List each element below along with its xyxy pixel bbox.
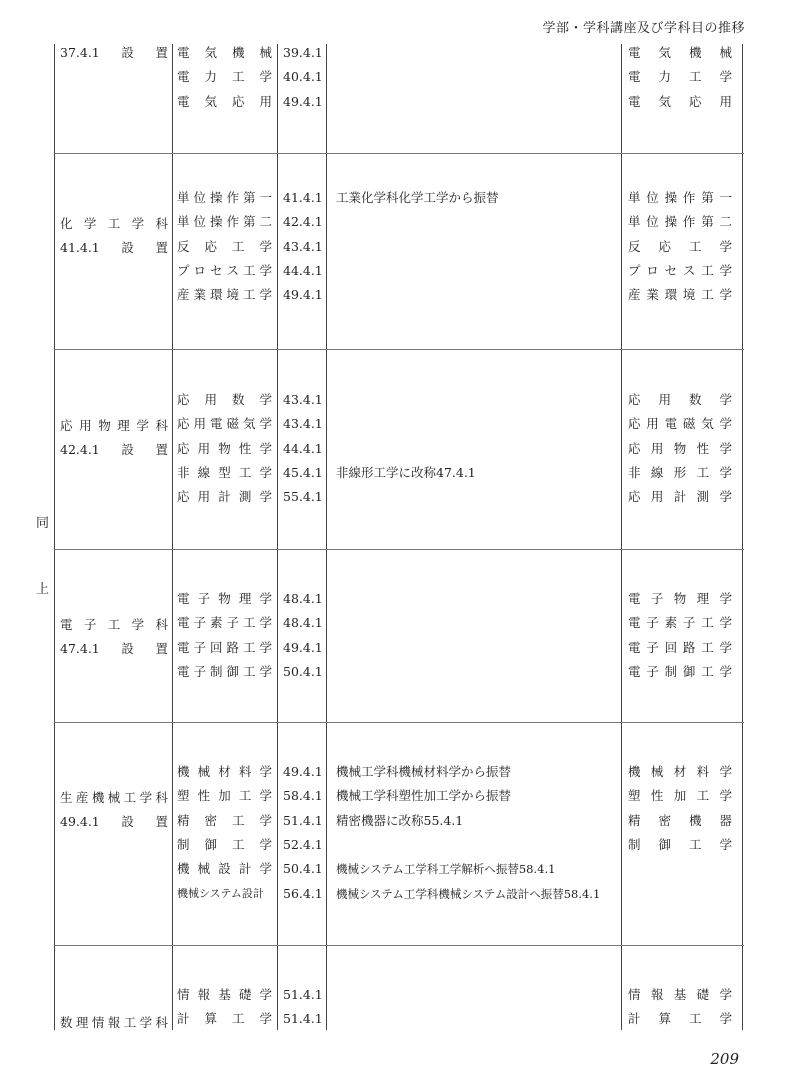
established-date: 43.4.1 [283, 416, 323, 432]
current-course-name: 応用電磁気学 [628, 416, 732, 432]
course-name: 機械設計学 [177, 861, 272, 877]
section-divider [54, 153, 744, 154]
section-divider [54, 349, 744, 350]
course-name: 単位操作第二 [177, 214, 272, 230]
course-name: 応用数学 [177, 392, 272, 407]
course-name: 産業環境工学 [177, 287, 272, 303]
current-course-name: 制御工学 [628, 836, 732, 852]
course-name: 電子物理学 [177, 591, 272, 606]
established-date: 41.4.1 [283, 190, 323, 205]
course-name: 単位操作第一 [177, 190, 272, 205]
department-name: 47.4.1 設 置 [60, 641, 168, 656]
course-name: 電子回路工学 [177, 639, 272, 655]
section-divider [54, 945, 744, 946]
department-name: 49.4.1 設 置 [60, 814, 168, 829]
course-name: 情報基礎学 [177, 987, 272, 1002]
current-course-name: 電気応用 [628, 93, 732, 109]
department-name: 応用物理学科 [60, 418, 168, 433]
section-divider [54, 549, 744, 550]
department-name: 化学工学科 [60, 216, 168, 231]
established-date: 50.4.1 [283, 861, 323, 877]
current-course-name: 単位操作第二 [628, 214, 732, 230]
current-course-name: 計算工学 [628, 1011, 732, 1027]
current-course-name: 応用物性学 [628, 440, 732, 456]
established-date: 49.4.1 [283, 287, 323, 303]
current-course-name: 応用数学 [628, 392, 732, 407]
established-date: 51.4.1 [283, 812, 323, 828]
established-date: 48.4.1 [283, 591, 323, 606]
current-course-name: 電子物理学 [628, 591, 732, 606]
change-note: 機械工学科塑性加工学から振替 [336, 788, 512, 804]
established-date: 43.4.1 [283, 392, 323, 407]
current-course-name: 電子制御工学 [628, 663, 732, 679]
course-name: 非線型工学 [177, 464, 272, 480]
course-name: 計算工学 [177, 1011, 272, 1027]
column-divider [172, 44, 173, 1030]
course-name: 電子制御工学 [177, 663, 272, 679]
change-note: 機械システム工学科機械システム設計へ振替58.4.1 [336, 886, 601, 901]
column-divider [326, 44, 327, 1030]
column-divider [277, 44, 278, 1030]
course-name: 応用計測学 [177, 489, 272, 505]
course-name: 精密工学 [177, 812, 272, 828]
current-course-name: 電子回路工学 [628, 639, 732, 655]
course-name: 機械システム設計 [177, 886, 264, 900]
established-date: 44.4.1 [283, 262, 323, 278]
department-name: 37.4.1 設 置 [60, 45, 168, 60]
established-date: 50.4.1 [283, 663, 323, 679]
established-date: 49.4.1 [283, 639, 323, 655]
current-course-name: 産業環境工学 [628, 287, 732, 303]
course-name: 機械材料学 [177, 764, 272, 779]
course-name: 塑性加工学 [177, 788, 272, 804]
course-name: 電気機械 [177, 45, 272, 60]
established-date: 43.4.1 [283, 238, 323, 254]
current-course-name: 電子素子工学 [628, 615, 732, 631]
current-course-name: 電力工学 [628, 69, 732, 85]
established-date: 52.4.1 [283, 836, 323, 852]
course-name: 反応工学 [177, 238, 272, 254]
department-name: 41.4.1 設 置 [60, 240, 168, 255]
table-border-left [54, 44, 55, 1030]
current-course-name: 応用計測学 [628, 489, 732, 505]
established-date: 44.4.1 [283, 440, 323, 456]
department-name: 42.4.1 設 置 [60, 442, 168, 457]
department-name: 生産機械工学科 [60, 790, 168, 805]
change-note: 精密機器に改称55.4.1 [336, 812, 464, 828]
current-course-name: 情報基礎学 [628, 987, 732, 1002]
change-note: 機械システム工学科工学解析へ振替58.4.1 [336, 862, 556, 877]
established-date: 39.4.1 [283, 45, 323, 60]
established-date: 45.4.1 [283, 464, 323, 480]
change-note: 機械工学科機械材料学から振替 [336, 764, 512, 779]
course-name: 応用物性学 [177, 440, 272, 456]
established-date: 51.4.1 [283, 987, 323, 1002]
established-date: 58.4.1 [283, 788, 323, 804]
course-name: 応用電磁気学 [177, 416, 272, 432]
current-course-name: 精密機器 [628, 812, 732, 828]
course-name: 電子素子工学 [177, 615, 272, 631]
course-name: 電気応用 [177, 93, 272, 109]
change-note: 非線形工学に改称47.4.1 [336, 464, 476, 480]
established-date: 55.4.1 [283, 489, 323, 505]
page-header: 学部・学科講座及び学科目の推移 [542, 21, 745, 36]
current-course-name: 非線形工学 [628, 464, 732, 480]
side-label: 同 [36, 516, 50, 531]
current-course-name: 塑性加工学 [628, 788, 732, 804]
established-date: 51.4.1 [283, 1011, 323, 1027]
established-date: 40.4.1 [283, 69, 323, 85]
established-date: 49.4.1 [283, 764, 323, 779]
column-divider [621, 44, 622, 1030]
current-course-name: 反応工学 [628, 238, 732, 254]
side-label: 上 [36, 582, 50, 597]
table-border-right [742, 44, 743, 1030]
section-divider [54, 722, 744, 723]
department-name: 数理情報工学科 [60, 1015, 168, 1030]
current-course-name: プロセス工学 [628, 262, 732, 278]
current-course-name: 機械材料学 [628, 764, 732, 779]
current-course-name: 電気機械 [628, 45, 732, 60]
course-name: プロセス工学 [177, 262, 272, 278]
course-name: 制御工学 [177, 836, 272, 852]
established-date: 49.4.1 [283, 93, 323, 109]
established-date: 48.4.1 [283, 615, 323, 631]
established-date: 56.4.1 [283, 885, 323, 901]
change-note: 工業化学科化学工学から振替 [336, 190, 499, 205]
page-number: 209 [710, 1050, 739, 1068]
department-name: 電子工学科 [60, 617, 168, 632]
current-course-name: 単位操作第一 [628, 190, 732, 205]
established-date: 42.4.1 [283, 214, 323, 230]
course-name: 電力工学 [177, 69, 272, 85]
